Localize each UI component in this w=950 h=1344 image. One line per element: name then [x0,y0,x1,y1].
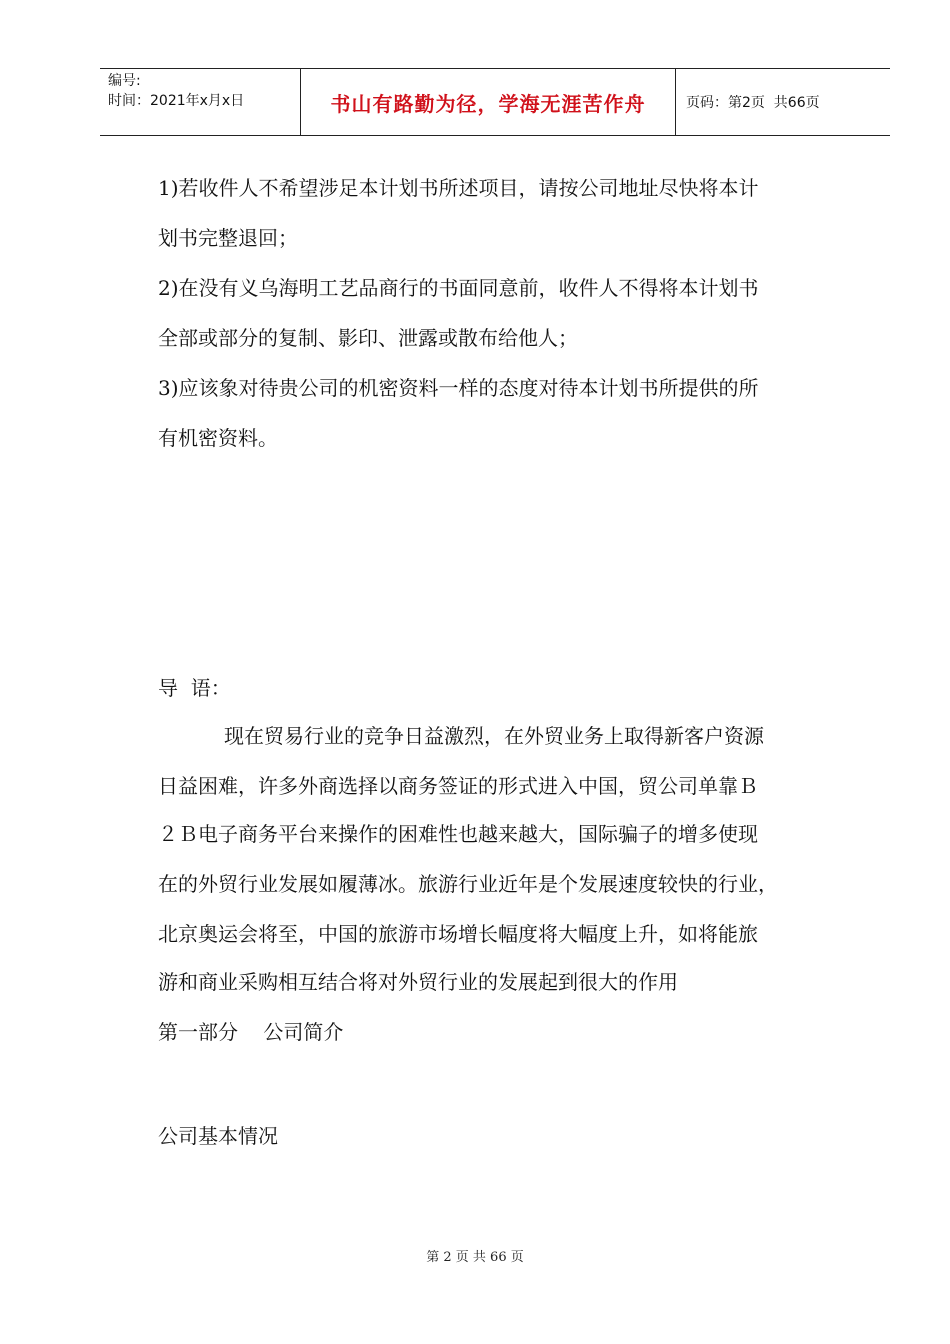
intro-line: 北京奥运会将至，中国的旅游市场增长幅度将大幅度上升，如将能旅 [158,922,758,946]
body-line: 1)若收件人不希望涉足本计划书所述项目，请按公司地址尽快将本计 [158,176,759,200]
number-label: 编号: [108,73,141,89]
header-motto-cell [301,69,676,135]
intro-heading: 导 语： [158,676,231,700]
body-line: 全部或部分的复制、影印、泄露或散布给他人； [158,326,578,350]
body-line: 3)应该象对待贵公司的机密资料一样的态度对待本计划书所提供的所 [158,376,759,400]
intro-line: ２Ｂ电子商务平台来操作的困难性也越来越大，国际骗子的增多使现 [158,822,758,846]
body-line: 划书完整退回； [158,226,298,250]
page-footer: 第 2 页 共 66 页 [426,1250,524,1265]
intro-line: 日益困难，许多外商选择以商务签证的形式进入中国，贸公司单靠Ｂ [158,774,758,798]
page-header [100,68,890,136]
subsection-title: 公司基本情况 [158,1124,278,1148]
body-line: 2)在没有义乌海明工艺品商行的书面同意前，收件人不得将本计划书 [158,276,759,300]
intro-line: 在的外贸行业发展如履薄冰。旅游行业近年是个发展速度较快的行业， [158,872,778,896]
header-motto: 书山有路勤为径，学海无涯苦作舟 [330,91,646,116]
body-line: 有机密资料。 [158,426,278,450]
intro-line: 现在贸易行业的竞争日益激烈，在外贸业务上取得新客户资源 [224,724,764,748]
section-title: 第一部分 公司简介 [158,1020,344,1044]
header-page-info: 页码：第2页 共66页 [686,95,820,111]
header-page-cell [676,69,890,135]
time-label: 时间：2021年x月x日 [108,93,245,109]
intro-line: 游和商业采购相互结合将对外贸行业的发展起到很大的作用 [158,970,678,994]
header-meta-cell [100,69,301,135]
